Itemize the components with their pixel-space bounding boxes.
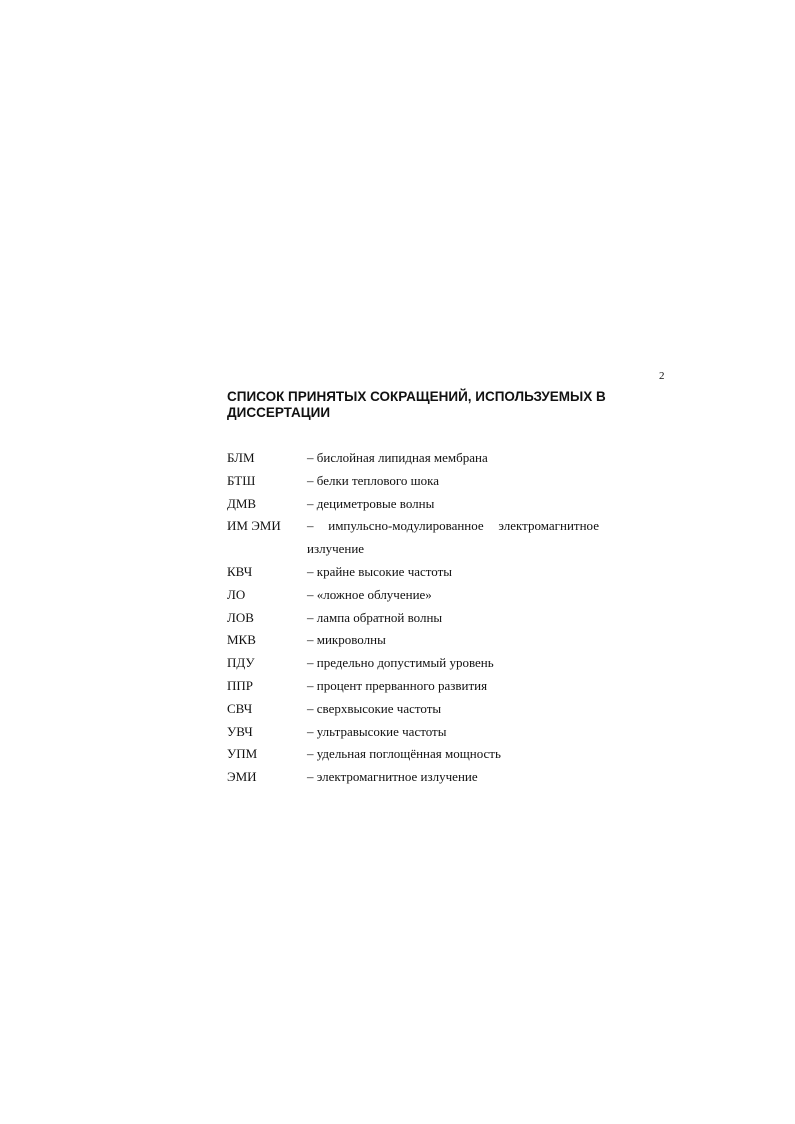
definition: – бислойная липидная мембрана	[307, 450, 488, 465]
page-title: СПИСОК ПРИНЯТЫХ СОКРАЩЕНИЙ, ИСПОЛЬЗУЕМЫХ В ДИССЕРТАЦИИ	[227, 389, 606, 420]
list-item	[227, 607, 599, 630]
definition: – дециметровые волны	[307, 495, 435, 511]
definition: – импульсно-модулированное электромагнитное излучение	[307, 518, 599, 557]
definition: – сверхвысокие частоты	[307, 700, 442, 716]
abbreviation: УВЧ	[227, 723, 253, 739]
list-item	[227, 652, 599, 675]
abbreviation: БЛМ	[227, 450, 255, 465]
abbreviation: ИМ ЭМИ	[227, 518, 281, 534]
definition: – белки теплового шока	[307, 472, 440, 488]
definition: – электромагнитное излучение	[307, 769, 478, 785]
abbreviation: БТШ	[227, 472, 256, 488]
list-item	[227, 721, 599, 744]
abbreviation: КВЧ	[227, 563, 253, 579]
definition: – процент прерванного развития	[307, 677, 488, 693]
list-item	[227, 743, 599, 766]
list-item	[227, 493, 599, 516]
abbreviation: СВЧ	[227, 700, 253, 716]
list-item	[227, 584, 599, 607]
list-item	[227, 470, 599, 493]
list-item	[227, 698, 599, 721]
list-item	[227, 561, 599, 584]
list-item	[227, 629, 599, 652]
list-item	[227, 447, 599, 470]
abbreviation: МКВ	[227, 632, 256, 648]
page-number: 2	[659, 370, 665, 382]
abbreviation: ПДУ	[227, 655, 255, 671]
abbreviation: ППР	[227, 677, 254, 693]
definition: – удельная поглощённая мощность	[307, 746, 501, 762]
list-item	[227, 766, 599, 789]
abbreviation: УПМ	[227, 746, 258, 762]
definition: – ультравысокие частоты	[307, 723, 447, 739]
definition: – лампа обратной волны	[307, 609, 443, 625]
definition: – микроволны	[307, 632, 386, 648]
definition: – предельно допустимый уровень	[307, 655, 494, 671]
abbreviation: ДМВ	[227, 495, 257, 511]
abbreviation: ЛО	[227, 586, 246, 602]
abbreviation: ЛОВ	[227, 609, 254, 625]
list-item	[227, 675, 599, 698]
list-item	[227, 515, 599, 561]
abbreviation-list	[227, 447, 599, 789]
abbreviation: ЭМИ	[227, 769, 257, 785]
definition: – крайне высокие частоты	[307, 563, 453, 579]
definition: – «ложное облучение»	[307, 586, 432, 602]
